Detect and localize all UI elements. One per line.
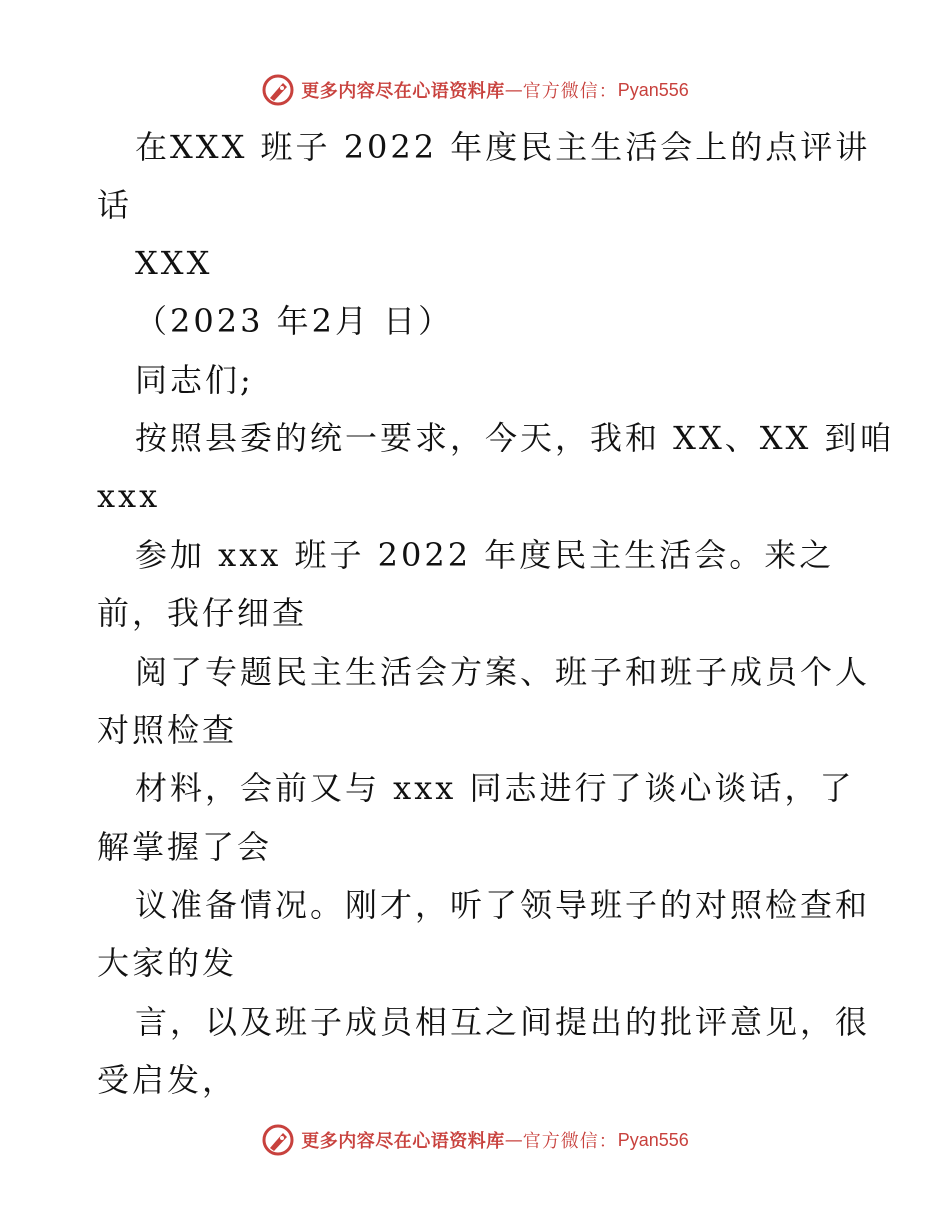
paragraph-line: 前，我仔细查: [97, 594, 308, 632]
watermark-dash: —: [504, 79, 523, 101]
watermark-banner-bottom: [0, 1120, 950, 1160]
paragraph-line: xxx: [97, 477, 161, 515]
paragraph-line: 大家的发: [97, 944, 238, 982]
watermark-sub-text: 官方微信：: [522, 81, 618, 102]
pen-nib-circle-icon: [261, 1123, 295, 1157]
watermark-account-id: Pyan556: [617, 1129, 689, 1150]
document-title-line-2: 话: [97, 186, 133, 224]
document-author: XXX: [135, 244, 213, 282]
paragraph-line: 按照县委的统一要求，今天，我和 XX、XX 到咱: [135, 419, 895, 457]
document-title-line-1: 在XXX 班子 2022 年度民主生活会上的点评讲: [135, 128, 871, 166]
watermark-main-text: 更多内容尽在心语资料库: [301, 81, 505, 102]
document-date: （2023 年2月 日）: [135, 302, 454, 340]
document-salutation: 同志们;: [135, 361, 254, 399]
paragraph-line: 对照检查: [97, 711, 238, 749]
watermark-main-text: 更多内容尽在心语资料库: [301, 1131, 505, 1152]
paragraph-line: 言，以及班子成员相互之间提出的批评意见，很: [135, 1003, 871, 1041]
paragraph-line: 参加 xxx 班子 2022 年度民主生活会。来之: [135, 536, 835, 574]
paragraph-line: 阅了专题民主生活会方案、班子和班子成员个人: [135, 653, 871, 691]
paragraph-line: 材料，会前又与 xxx 同志进行了谈心谈话，了: [135, 769, 855, 807]
watermark-account-id: Pyan556: [617, 79, 689, 100]
paragraph-line: 解掌握了会: [97, 828, 273, 866]
paragraph-line: 受启发，: [97, 1061, 238, 1099]
paragraph-line: 议准备情况。刚才，听了领导班子的对照检查和: [135, 886, 871, 924]
watermark-dash: —: [504, 1129, 523, 1151]
watermark-sub-text: 官方微信：: [522, 1131, 618, 1152]
